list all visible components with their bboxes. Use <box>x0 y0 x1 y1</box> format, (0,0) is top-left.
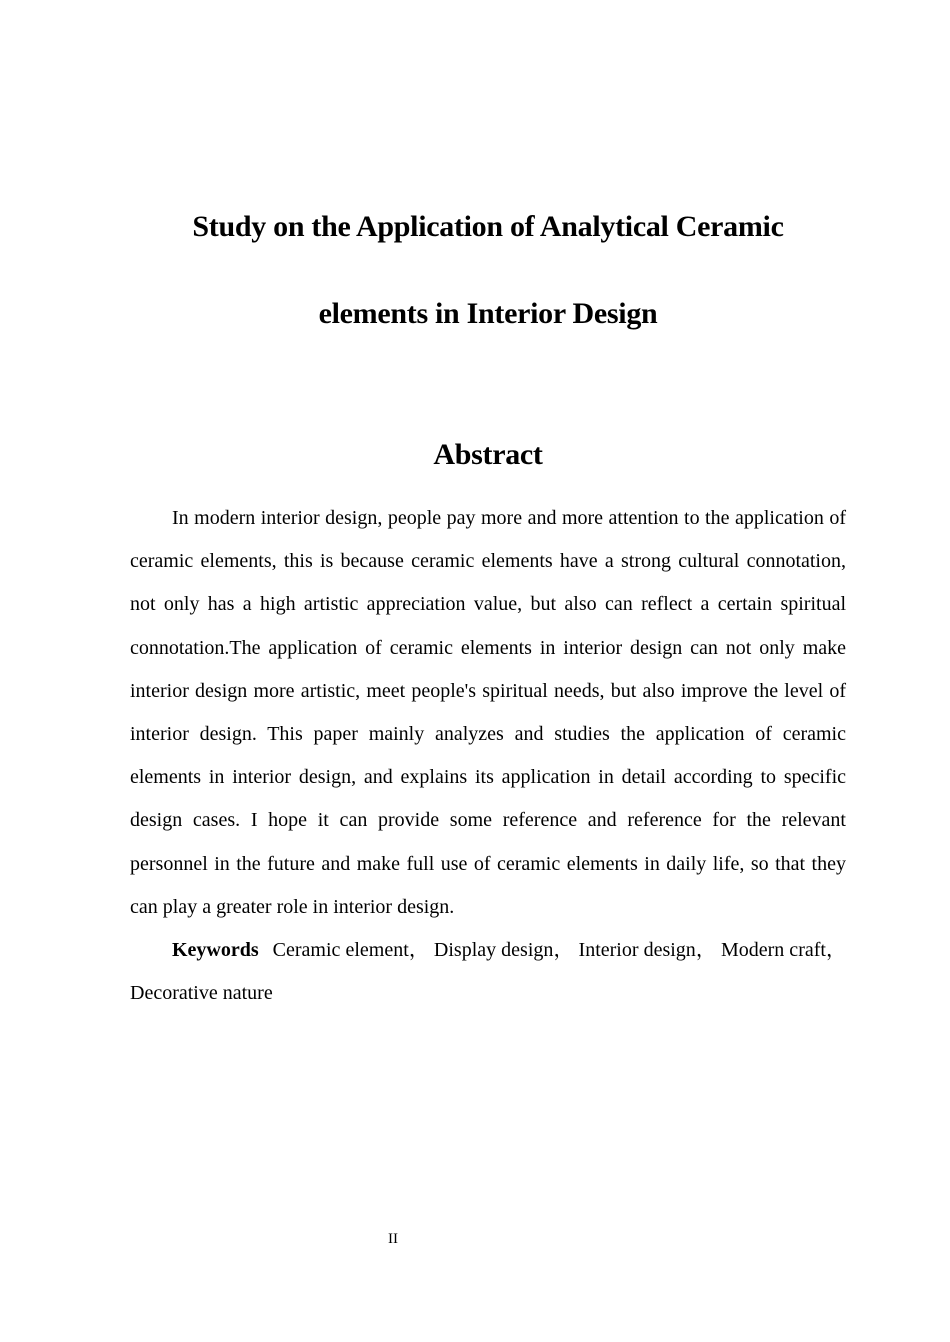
document-title-line-2: elements in Interior Design <box>318 297 658 330</box>
abstract-content <box>130 497 846 1015</box>
keywords-label: Keywords <box>172 939 259 962</box>
page-number: II <box>388 1231 398 1247</box>
document-title-line-1: Study on the Application of Analytical Ceramic <box>192 210 784 243</box>
keywords-paragraph <box>130 929 846 1015</box>
abstract-heading: Abstract <box>433 438 543 471</box>
abstract-paragraph: In modern interior design, people pay more and more attention to the application of ceramic elements, this is because ceramic elements have a strong cultural connotation, not only has a high artistic appreciation value, but also can reflect a certain spiritual connotation.The application of ceramic elements in interior design can not only make interior design more artistic, meet people's spiritual needs, but also improve the level of interior design. This paper mainly analyzes and studies the application of ceramic elements in interior design, and explains its application in detail according to specific design cases. I hope it can provide some reference and reference for the relevant personnel in the future and make full use of ceramic elements in daily life, so that they can play a greater role in interior design. <box>130 507 846 918</box>
keywords-list: Ceramic element， Display design， Interior design， Modern craft， Decorative nature <box>130 939 846 1005</box>
